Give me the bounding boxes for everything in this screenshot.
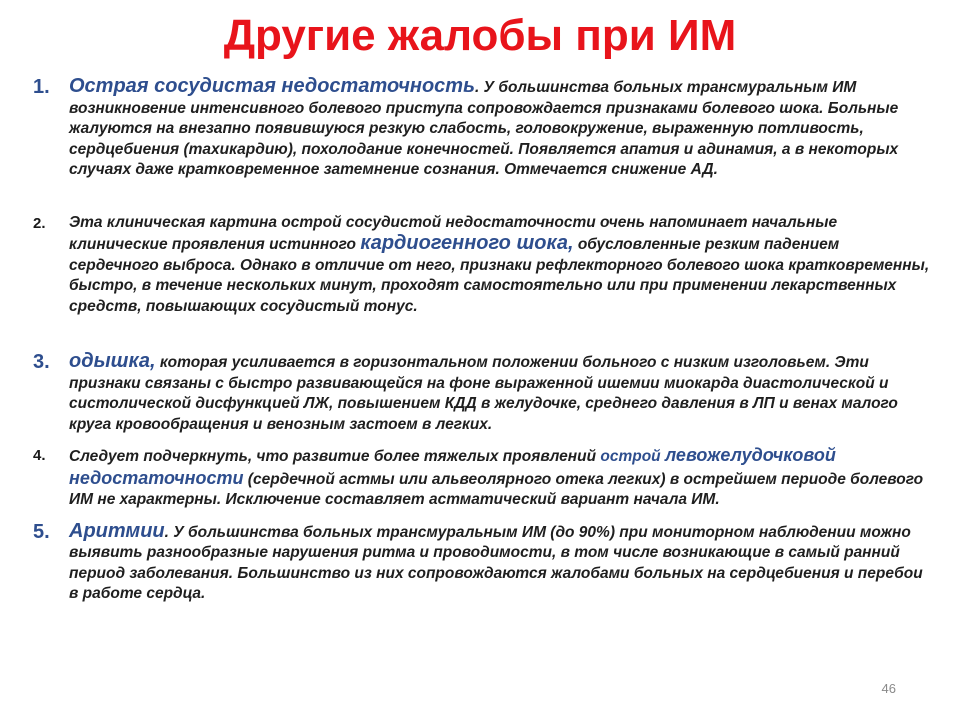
item-body: . У большинства больных трансмуральным ИМ возникновение интенсивного болевого приступа сопровождается признаками болевого шока. Больные жалуются на внезапно появившуюся резкую слабость, головокружение, выраженную потливость, сердцебиения (тахикардию), похолодание конечностей. Появляется апатия и адинамия, а в некоторых случаях даже кратковременное затемнение сознания. Отмечается снижение АД. — [69, 79, 899, 178]
item-highlight: левожелудочковой недостаточности — [69, 445, 836, 488]
item-highlight: кардиогенного шока, — [360, 232, 574, 254]
item-body-end: обусловленные резким падением сердечного выброса. Однако в отличие от него, признаки рефлекторного болевого шока кратковременны, быстро, в течение нескольких минут, проходят самостоятельно или при применении лекарственных средств, повышающих сосудистый тонус. — [69, 236, 930, 315]
item-body: . У большинства больных трансмуральным ИМ (до 90%) при мониторном наблюдении можно выявить разнообразные нарушения ритма и проводимости, в том числе возникающие в самый ранний период заболевания. Большинство из них сопровождаются жалобами больных на сердцебиения и перебои в работе сердца. — [69, 523, 923, 602]
list-item-1 — [33, 76, 933, 181]
list-item-2 — [33, 213, 933, 318]
item-text — [69, 76, 933, 181]
item-text — [69, 521, 933, 605]
item-text — [69, 213, 933, 318]
item-body-start: Следует подчеркнуть, что развитие более тяжелых проявлений — [69, 448, 601, 465]
item-text — [69, 445, 933, 511]
item-number: 5. — [33, 520, 50, 543]
item-lead: Острая сосудистая недостаточность — [69, 75, 475, 97]
list-item-4 — [33, 445, 933, 511]
item-body-start: Эта клиническая картина острой сосудистой недостаточности очень напоминает начальные клинические проявления истинного — [69, 213, 838, 253]
page-number: 46 — [881, 681, 896, 696]
item-number: 4. — [33, 447, 46, 464]
list-item-3 — [33, 351, 933, 435]
list-item-5 — [33, 521, 933, 605]
item-text — [69, 351, 933, 435]
item-highlight-small: острой — [600, 448, 661, 465]
item-lead: одышка, — [69, 350, 156, 372]
item-number: 3. — [33, 351, 50, 373]
item-number: 2. — [33, 214, 46, 232]
item-lead: Аритмии — [69, 519, 165, 542]
item-number: 1. — [33, 76, 50, 98]
page-title: Другие жалобы при ИМ — [223, 11, 737, 60]
complaints-list — [33, 76, 933, 605]
item-body-end: (сердечной астмы или альвеолярного отека легких) в острейшем периоде болевого ИМ не характерны. Исключение составляет астматический вариант начала ИМ. — [69, 470, 924, 508]
item-body: которая усиливается в горизонтальном положении больного с низким изголовьем. Эти признаки связаны с быстро развивающейся на фоне выраженной ишемии миокарда диастолической и систолической дисфункцией ЛЖ, повышением КДД в желудочке, среднего давления в ЛП и венах малого круга кровообращения и венозным застоем в легких. — [69, 354, 898, 433]
